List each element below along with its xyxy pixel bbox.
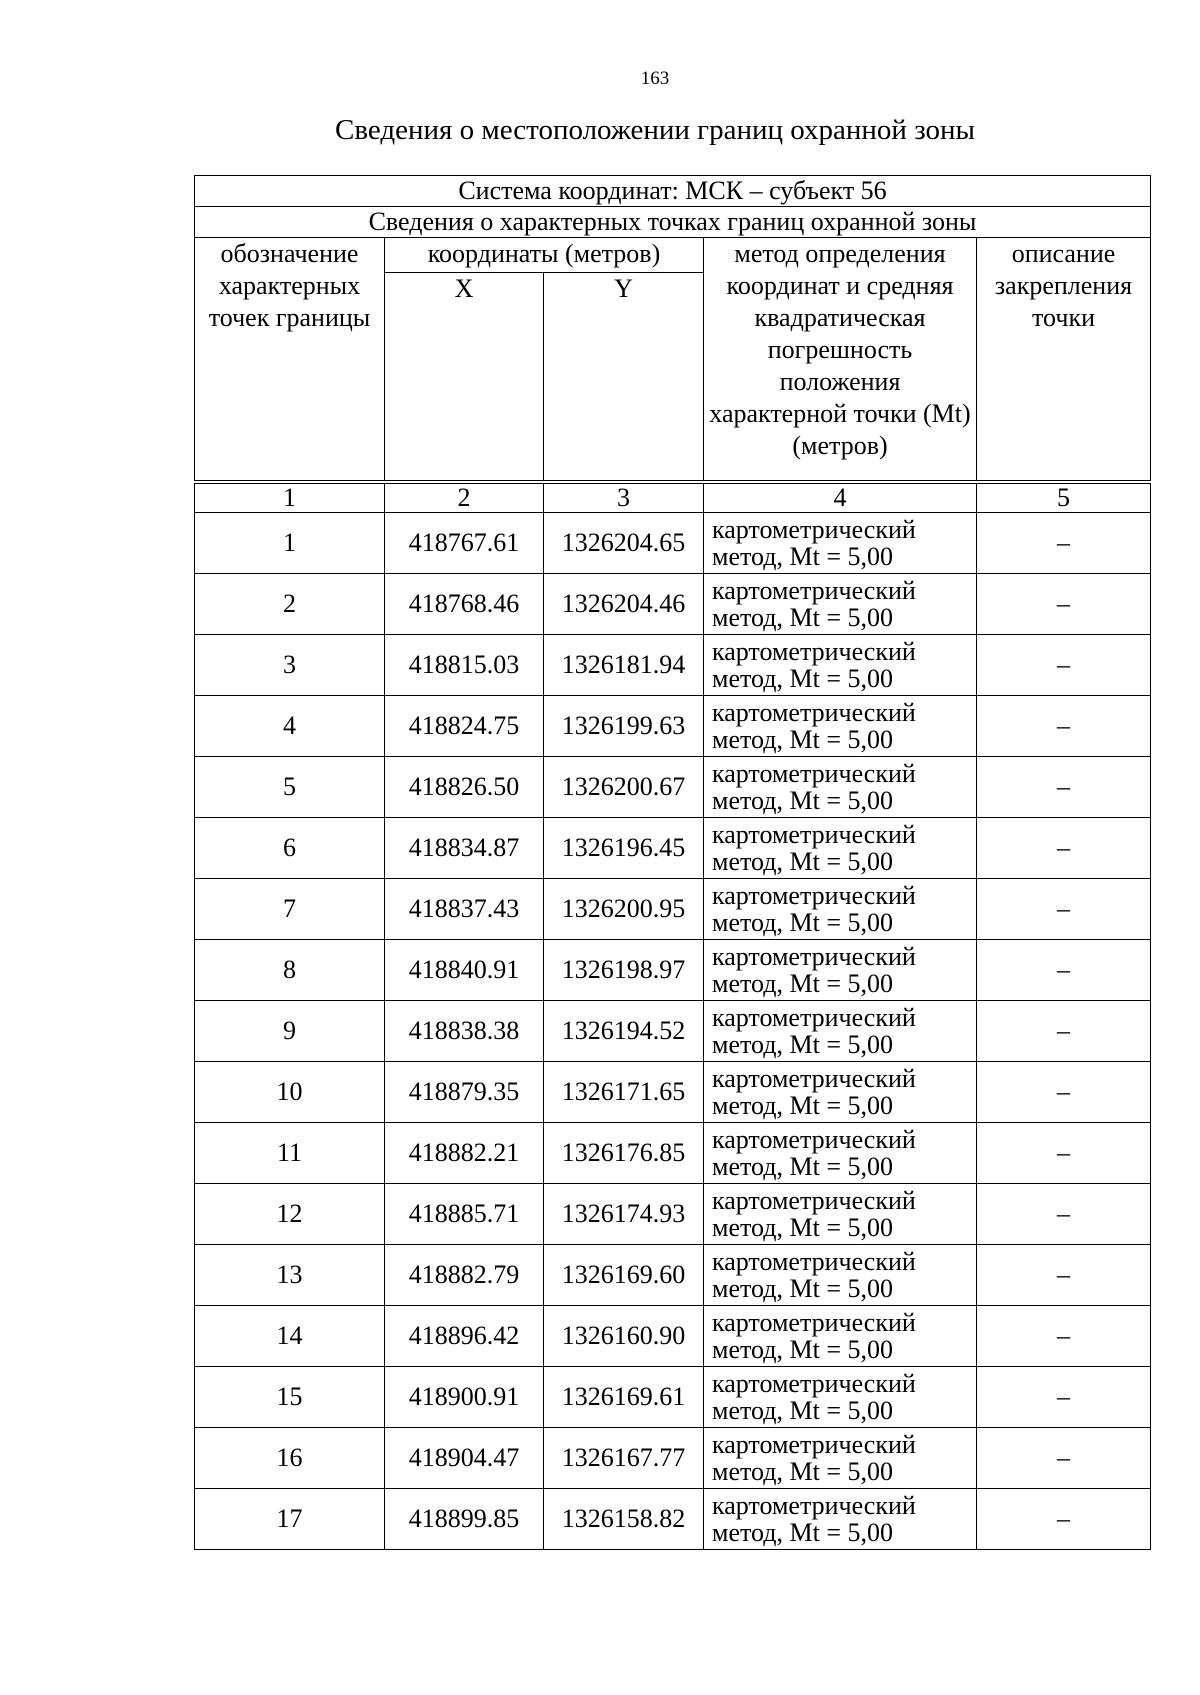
y-coordinate-cell: 1326199.63 bbox=[544, 696, 704, 757]
point-cell: 5 bbox=[195, 757, 385, 818]
x-coordinate-cell: 418837.43 bbox=[385, 879, 544, 940]
table-row bbox=[195, 1428, 1151, 1489]
description-cell: – bbox=[977, 1123, 1151, 1184]
point-cell: 8 bbox=[195, 940, 385, 1001]
table-row bbox=[195, 818, 1151, 879]
description-cell: – bbox=[977, 1428, 1151, 1489]
coordinate-system-label: Система координат: МСК – субъект 56 bbox=[195, 176, 1151, 207]
point-cell: 12 bbox=[195, 1184, 385, 1245]
point-cell: 3 bbox=[195, 635, 385, 696]
method-cell: картометрический метод, Mt = 5,00 bbox=[704, 1184, 977, 1245]
column-number: 1 bbox=[195, 482, 385, 513]
method-cell: картометрический метод, Mt = 5,00 bbox=[704, 1367, 977, 1428]
y-coordinate-cell: 1326169.61 bbox=[544, 1367, 704, 1428]
method-cell: картометрический метод, Mt = 5,00 bbox=[704, 574, 977, 635]
header-x: X bbox=[385, 273, 544, 483]
point-cell: 10 bbox=[195, 1062, 385, 1123]
point-cell: 7 bbox=[195, 879, 385, 940]
method-cell: картометрический метод, Mt = 5,00 bbox=[704, 513, 977, 574]
y-coordinate-cell: 1326204.46 bbox=[544, 574, 704, 635]
y-coordinate-cell: 1326167.77 bbox=[544, 1428, 704, 1489]
description-cell: – bbox=[977, 879, 1151, 940]
point-cell: 1 bbox=[195, 513, 385, 574]
method-cell: картометрический метод, Mt = 5,00 bbox=[704, 940, 977, 1001]
y-coordinate-cell: 1326174.93 bbox=[544, 1184, 704, 1245]
table-row bbox=[195, 1184, 1151, 1245]
table-row bbox=[195, 1489, 1151, 1550]
section-title-row bbox=[195, 207, 1151, 238]
table-row bbox=[195, 1245, 1151, 1306]
description-cell: – bbox=[977, 574, 1151, 635]
x-coordinate-cell: 418838.38 bbox=[385, 1001, 544, 1062]
description-cell: – bbox=[977, 1489, 1151, 1550]
method-cell: картометрический метод, Mt = 5,00 bbox=[704, 696, 977, 757]
point-cell: 2 bbox=[195, 574, 385, 635]
document-title: Сведения о местоположении границ охранной зоны bbox=[334, 114, 975, 146]
y-coordinate-cell: 1326160.90 bbox=[544, 1306, 704, 1367]
x-coordinate-cell: 418882.79 bbox=[385, 1245, 544, 1306]
method-cell: картометрический метод, Mt = 5,00 bbox=[704, 757, 977, 818]
page-number: 163 bbox=[640, 68, 670, 89]
header-point: обозначение характерных точек границы bbox=[195, 238, 385, 483]
method-cell: картометрический метод, Mt = 5,00 bbox=[704, 818, 977, 879]
column-number: 4 bbox=[704, 482, 977, 513]
point-cell: 15 bbox=[195, 1367, 385, 1428]
header-method: метод определения координат и средняя квадратическая погрешность положения характерной точки (Mt) (метров) bbox=[704, 238, 977, 483]
x-coordinate-cell: 418824.75 bbox=[385, 696, 544, 757]
header-y: Y bbox=[544, 273, 704, 483]
point-cell: 14 bbox=[195, 1306, 385, 1367]
point-cell: 4 bbox=[195, 696, 385, 757]
header-description: описание закрепления точки bbox=[977, 238, 1151, 483]
table-row bbox=[195, 513, 1151, 574]
method-cell: картометрический метод, Mt = 5,00 bbox=[704, 635, 977, 696]
method-cell: картометрический метод, Mt = 5,00 bbox=[704, 1245, 977, 1306]
method-cell: картометрический метод, Mt = 5,00 bbox=[704, 1062, 977, 1123]
column-number: 2 bbox=[385, 482, 544, 513]
x-coordinate-cell: 418896.42 bbox=[385, 1306, 544, 1367]
column-number: 5 bbox=[977, 482, 1151, 513]
method-cell: картометрический метод, Mt = 5,00 bbox=[704, 1001, 977, 1062]
table-row bbox=[195, 757, 1151, 818]
description-cell: – bbox=[977, 1367, 1151, 1428]
table-row bbox=[195, 696, 1151, 757]
section-title: Сведения о характерных точках границ охранной зоны bbox=[195, 207, 1151, 238]
x-coordinate-cell: 418834.87 bbox=[385, 818, 544, 879]
point-cell: 17 bbox=[195, 1489, 385, 1550]
method-cell: картометрический метод, Mt = 5,00 bbox=[704, 879, 977, 940]
y-coordinate-cell: 1326200.67 bbox=[544, 757, 704, 818]
method-cell: картометрический метод, Mt = 5,00 bbox=[704, 1123, 977, 1184]
table-row bbox=[195, 1123, 1151, 1184]
point-cell: 16 bbox=[195, 1428, 385, 1489]
x-coordinate-cell: 418882.21 bbox=[385, 1123, 544, 1184]
description-cell: – bbox=[977, 1306, 1151, 1367]
y-coordinate-cell: 1326200.95 bbox=[544, 879, 704, 940]
x-coordinate-cell: 418826.50 bbox=[385, 757, 544, 818]
x-coordinate-cell: 418900.91 bbox=[385, 1367, 544, 1428]
x-coordinate-cell: 418840.91 bbox=[385, 940, 544, 1001]
description-cell: – bbox=[977, 635, 1151, 696]
x-coordinate-cell: 418904.47 bbox=[385, 1428, 544, 1489]
x-coordinate-cell: 418815.03 bbox=[385, 635, 544, 696]
point-cell: 9 bbox=[195, 1001, 385, 1062]
description-cell: – bbox=[977, 513, 1151, 574]
y-coordinate-cell: 1326204.65 bbox=[544, 513, 704, 574]
description-cell: – bbox=[977, 757, 1151, 818]
column-number-row bbox=[195, 482, 1151, 513]
y-coordinate-cell: 1326169.60 bbox=[544, 1245, 704, 1306]
point-cell: 6 bbox=[195, 818, 385, 879]
method-cell: картометрический метод, Mt = 5,00 bbox=[704, 1489, 977, 1550]
x-coordinate-cell: 418879.35 bbox=[385, 1062, 544, 1123]
point-cell: 13 bbox=[195, 1245, 385, 1306]
table-row bbox=[195, 1306, 1151, 1367]
x-coordinate-cell: 418768.46 bbox=[385, 574, 544, 635]
coordinates-table bbox=[194, 175, 1151, 1550]
description-cell: – bbox=[977, 1001, 1151, 1062]
x-coordinate-cell: 418899.85 bbox=[385, 1489, 544, 1550]
description-cell: – bbox=[977, 940, 1151, 1001]
table-row bbox=[195, 1001, 1151, 1062]
y-coordinate-cell: 1326171.65 bbox=[544, 1062, 704, 1123]
table-row bbox=[195, 879, 1151, 940]
description-cell: – bbox=[977, 818, 1151, 879]
table-row bbox=[195, 574, 1151, 635]
y-coordinate-cell: 1326194.52 bbox=[544, 1001, 704, 1062]
y-coordinate-cell: 1326181.94 bbox=[544, 635, 704, 696]
point-cell: 11 bbox=[195, 1123, 385, 1184]
description-cell: – bbox=[977, 1245, 1151, 1306]
table-row bbox=[195, 635, 1151, 696]
description-cell: – bbox=[977, 1062, 1151, 1123]
header-coordinates: координаты (метров) bbox=[385, 238, 704, 273]
coordinate-system-row bbox=[195, 176, 1151, 207]
method-cell: картометрический метод, Mt = 5,00 bbox=[704, 1306, 977, 1367]
y-coordinate-cell: 1326158.82 bbox=[544, 1489, 704, 1550]
method-cell: картометрический метод, Mt = 5,00 bbox=[704, 1428, 977, 1489]
x-coordinate-cell: 418885.71 bbox=[385, 1184, 544, 1245]
table-row bbox=[195, 940, 1151, 1001]
y-coordinate-cell: 1326176.85 bbox=[544, 1123, 704, 1184]
column-number: 3 bbox=[544, 482, 704, 513]
description-cell: – bbox=[977, 696, 1151, 757]
y-coordinate-cell: 1326198.97 bbox=[544, 940, 704, 1001]
table-row bbox=[195, 1367, 1151, 1428]
x-coordinate-cell: 418767.61 bbox=[385, 513, 544, 574]
y-coordinate-cell: 1326196.45 bbox=[544, 818, 704, 879]
header-row-1 bbox=[195, 238, 1151, 273]
description-cell: – bbox=[977, 1184, 1151, 1245]
table-row bbox=[195, 1062, 1151, 1123]
